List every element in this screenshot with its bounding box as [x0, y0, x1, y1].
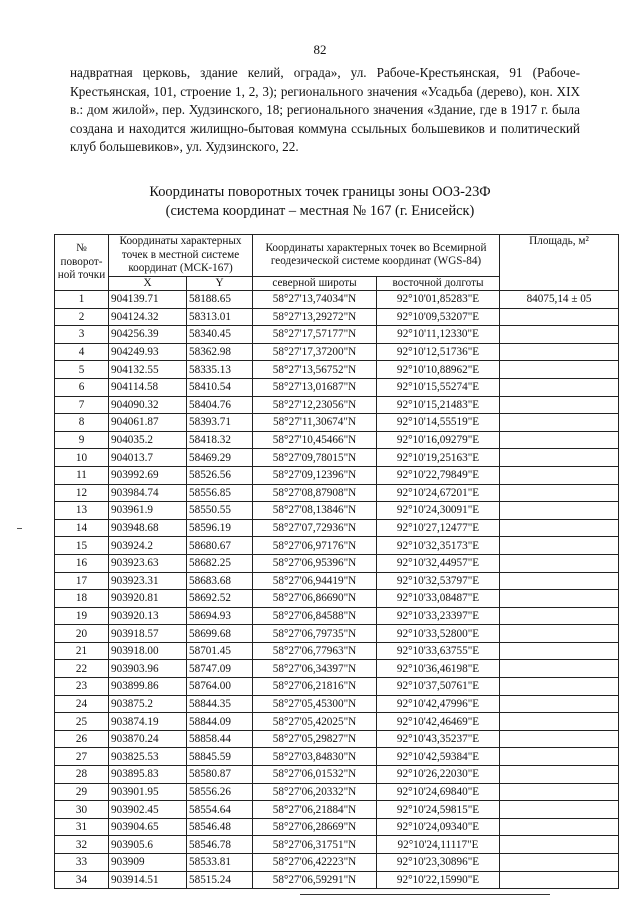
- cell-coord-y: 58844.35: [187, 695, 253, 713]
- table-row: [55, 801, 619, 819]
- cell-coord-x: 903909: [109, 854, 187, 872]
- cell-area: [500, 730, 619, 748]
- cell-coord-y: 58533.81: [187, 854, 253, 872]
- cell-latitude: 58°27'06,97176"N: [253, 537, 377, 555]
- cell-coord-x: 903924.2: [109, 537, 187, 555]
- cell-point-number: 3: [55, 326, 109, 344]
- cell-latitude: 58°27'06,79735"N: [253, 625, 377, 643]
- cell-point-number: 30: [55, 801, 109, 819]
- cell-latitude: 58°27'06,84588"N: [253, 607, 377, 625]
- cell-longitude: 92°10'12,51736"E: [377, 343, 500, 361]
- table-row: [55, 502, 619, 520]
- cell-longitude: 92°10'42,47996"E: [377, 695, 500, 713]
- cell-latitude: 58°27'07,72936"N: [253, 519, 377, 537]
- cell-area: [500, 642, 619, 660]
- cell-coord-y: 58546.48: [187, 818, 253, 836]
- header-area: Площадь, м²: [500, 235, 619, 291]
- cell-latitude: 58°27'17,57177"N: [253, 326, 377, 344]
- cell-coord-y: 58858.44: [187, 730, 253, 748]
- table-row: [55, 695, 619, 713]
- cell-latitude: 58°27'05,29827"N: [253, 730, 377, 748]
- header-wgs-coordinates: Координаты характерных точек во Всемирной геодезической системе координат (WGS-84): [253, 235, 500, 277]
- cell-coord-x: 903902.45: [109, 801, 187, 819]
- cell-longitude: 92°10'36,46198"E: [377, 660, 500, 678]
- cell-area: [500, 836, 619, 854]
- page-number: 82: [313, 42, 327, 57]
- cell-coord-x: 903923.63: [109, 554, 187, 572]
- cell-coord-x: 903961.9: [109, 502, 187, 520]
- cell-latitude: 58°27'10,45466"N: [253, 431, 377, 449]
- cell-longitude: 92°10'23,30896"E: [377, 854, 500, 872]
- cell-point-number: 29: [55, 783, 109, 801]
- cell-area: [500, 818, 619, 836]
- cell-coord-y: 58410.54: [187, 378, 253, 396]
- cell-coord-x: 903905.6: [109, 836, 187, 854]
- cell-coord-y: 58747.09: [187, 660, 253, 678]
- cell-point-number: 14: [55, 519, 109, 537]
- cell-longitude: 92°10'24,59815"E: [377, 801, 500, 819]
- cell-coord-x: 904114.58: [109, 378, 187, 396]
- cell-longitude: 92°10'14,55519"E: [377, 414, 500, 432]
- cell-latitude: 58°27'13,01687"N: [253, 378, 377, 396]
- cell-longitude: 92°10'37,50761"E: [377, 678, 500, 696]
- cell-area: [500, 537, 619, 555]
- cell-point-number: 26: [55, 730, 109, 748]
- cell-longitude: 92°10'33,63755"E: [377, 642, 500, 660]
- cell-point-number: 16: [55, 554, 109, 572]
- cell-longitude: 92°10'15,21483"E: [377, 396, 500, 414]
- cell-area: [500, 378, 619, 396]
- cell-coord-y: 58845.59: [187, 748, 253, 766]
- cell-area: [500, 502, 619, 520]
- cell-latitude: 58°27'03,84830"N: [253, 748, 377, 766]
- cell-area: 84075,14 ± 05: [500, 291, 619, 309]
- cell-coord-y: 58692.52: [187, 590, 253, 608]
- cell-latitude: 58°27'17,37200"N: [253, 343, 377, 361]
- cell-coord-y: 58526.56: [187, 466, 253, 484]
- cell-area: [500, 466, 619, 484]
- cell-area: [500, 783, 619, 801]
- table-row: [55, 537, 619, 555]
- table-row: [55, 590, 619, 608]
- cell-area: [500, 396, 619, 414]
- cell-area: [500, 431, 619, 449]
- cell-latitude: 58°27'09,78015"N: [253, 449, 377, 467]
- cell-latitude: 58°27'06,21816"N: [253, 678, 377, 696]
- cell-area: [500, 572, 619, 590]
- cell-area: [500, 607, 619, 625]
- cell-longitude: 92°10'22,79849"E: [377, 466, 500, 484]
- cell-area: [500, 590, 619, 608]
- table-row: [55, 572, 619, 590]
- cell-longitude: 92°10'33,52800"E: [377, 625, 500, 643]
- cell-longitude: 92°10'24,67201"E: [377, 484, 500, 502]
- cell-coord-x: 903825.53: [109, 748, 187, 766]
- cell-area: [500, 678, 619, 696]
- header-point-number: № поворот-ной точки: [55, 235, 109, 291]
- cell-area: [500, 519, 619, 537]
- cell-area: [500, 871, 619, 889]
- cell-coord-y: 58404.76: [187, 396, 253, 414]
- cell-latitude: 58°27'06,86690"N: [253, 590, 377, 608]
- cell-coord-y: 58844.09: [187, 713, 253, 731]
- table-row: [55, 783, 619, 801]
- cell-area: [500, 801, 619, 819]
- table-row: [55, 466, 619, 484]
- cell-point-number: 6: [55, 378, 109, 396]
- cell-coord-x: 904139.71: [109, 291, 187, 309]
- cell-longitude: 92°10'15,55274"E: [377, 378, 500, 396]
- cell-coord-y: 58546.78: [187, 836, 253, 854]
- cell-area: [500, 308, 619, 326]
- table-row: [55, 308, 619, 326]
- table-row: [55, 766, 619, 784]
- cell-coord-x: 904249.93: [109, 343, 187, 361]
- cell-coord-y: 58554.64: [187, 801, 253, 819]
- cell-coord-x: 904090.32: [109, 396, 187, 414]
- table-row: [55, 326, 619, 344]
- cell-area: [500, 766, 619, 784]
- header-local-coordinates: Координаты характерных точек в местной системе координат (МСК-167): [109, 235, 253, 277]
- cell-latitude: 58°27'06,20332"N: [253, 783, 377, 801]
- table-row: [55, 642, 619, 660]
- cell-coord-x: 903984.74: [109, 484, 187, 502]
- cell-coord-x: 904061.87: [109, 414, 187, 432]
- table-row: [55, 396, 619, 414]
- table-row: [55, 519, 619, 537]
- cell-coord-x: 903895.83: [109, 766, 187, 784]
- table-row: [55, 378, 619, 396]
- cell-coord-y: 58694.93: [187, 607, 253, 625]
- cell-area: [500, 854, 619, 872]
- cell-latitude: 58°27'06,59291"N: [253, 871, 377, 889]
- cell-area: [500, 713, 619, 731]
- cell-point-number: 20: [55, 625, 109, 643]
- cell-coord-x: 903903.96: [109, 660, 187, 678]
- cell-coord-y: 58556.26: [187, 783, 253, 801]
- cell-area: [500, 361, 619, 379]
- cell-latitude: 58°27'08,87908"N: [253, 484, 377, 502]
- cell-coord-y: 58683.68: [187, 572, 253, 590]
- cell-point-number: 15: [55, 537, 109, 555]
- cell-area: [500, 695, 619, 713]
- table-row: [55, 431, 619, 449]
- cell-point-number: 31: [55, 818, 109, 836]
- cell-point-number: 17: [55, 572, 109, 590]
- cell-point-number: 25: [55, 713, 109, 731]
- cell-point-number: 19: [55, 607, 109, 625]
- cell-latitude: 58°27'05,42025"N: [253, 713, 377, 731]
- cell-latitude: 58°27'06,94419"N: [253, 572, 377, 590]
- table-row: [55, 449, 619, 467]
- table-row: [55, 607, 619, 625]
- cell-latitude: 58°27'05,45300"N: [253, 695, 377, 713]
- margin-mark: [17, 528, 22, 529]
- cell-coord-x: 904256.39: [109, 326, 187, 344]
- table-row: [55, 660, 619, 678]
- table-row: [55, 291, 619, 309]
- cell-longitude: 92°10'22,15990"E: [377, 871, 500, 889]
- cell-coord-y: 58764.00: [187, 678, 253, 696]
- cell-coord-x: 903992.69: [109, 466, 187, 484]
- cell-coord-y: 58680.67: [187, 537, 253, 555]
- cell-coord-x: 903920.81: [109, 590, 187, 608]
- table-row: [55, 414, 619, 432]
- cell-latitude: 58°27'06,77963"N: [253, 642, 377, 660]
- cell-coord-x: 903948.68: [109, 519, 187, 537]
- cell-latitude: 58°27'06,21884"N: [253, 801, 377, 819]
- cell-latitude: 58°27'09,12396"N: [253, 466, 377, 484]
- cell-latitude: 58°27'06,31751"N: [253, 836, 377, 854]
- cell-point-number: 33: [55, 854, 109, 872]
- cell-latitude: 58°27'06,95396"N: [253, 554, 377, 572]
- cell-coord-y: 58556.85: [187, 484, 253, 502]
- table-row: [55, 818, 619, 836]
- cell-coord-x: 904124.32: [109, 308, 187, 326]
- cell-longitude: 92°10'16,09279"E: [377, 431, 500, 449]
- cell-longitude: 92°10'33,23397"E: [377, 607, 500, 625]
- cell-coord-x: 904013.7: [109, 449, 187, 467]
- cell-point-number: 27: [55, 748, 109, 766]
- cell-longitude: 92°10'10,88962"E: [377, 361, 500, 379]
- cell-coord-x: 904035.2: [109, 431, 187, 449]
- cell-coord-x: 903918.00: [109, 642, 187, 660]
- cell-point-number: 12: [55, 484, 109, 502]
- cell-coord-x: 903875.2: [109, 695, 187, 713]
- cell-point-number: 8: [55, 414, 109, 432]
- header-longitude: восточной долготы: [377, 276, 500, 291]
- table-row: [55, 554, 619, 572]
- cell-latitude: 58°27'12,23056"N: [253, 396, 377, 414]
- cell-point-number: 13: [55, 502, 109, 520]
- cell-coord-y: 58596.19: [187, 519, 253, 537]
- table-row: [55, 625, 619, 643]
- cell-point-number: 23: [55, 678, 109, 696]
- cell-longitude: 92°10'43,35237"E: [377, 730, 500, 748]
- table-row: [55, 713, 619, 731]
- table-row: [55, 361, 619, 379]
- cell-area: [500, 414, 619, 432]
- cell-latitude: 58°27'06,28669"N: [253, 818, 377, 836]
- cell-point-number: 2: [55, 308, 109, 326]
- cell-latitude: 58°27'08,13846"N: [253, 502, 377, 520]
- cell-area: [500, 449, 619, 467]
- cell-longitude: 92°10'27,12477"E: [377, 519, 500, 537]
- cell-longitude: 92°10'32,44957"E: [377, 554, 500, 572]
- cell-area: [500, 484, 619, 502]
- cell-latitude: 58°27'06,34397"N: [253, 660, 377, 678]
- cell-coord-x: 903923.31: [109, 572, 187, 590]
- cell-area: [500, 326, 619, 344]
- table-row: [55, 730, 619, 748]
- table-row: [55, 343, 619, 361]
- header-x: X: [109, 276, 187, 291]
- cell-coord-x: 903904.65: [109, 818, 187, 836]
- cell-longitude: 92°10'19,25163"E: [377, 449, 500, 467]
- table-row: [55, 678, 619, 696]
- cell-coord-y: 58188.65: [187, 291, 253, 309]
- cell-longitude: 92°10'24,09340"E: [377, 818, 500, 836]
- cell-coord-y: 58313.01: [187, 308, 253, 326]
- cell-latitude: 58°27'13,29272"N: [253, 308, 377, 326]
- cell-longitude: 92°10'11,12330"E: [377, 326, 500, 344]
- cell-latitude: 58°27'06,01532"N: [253, 766, 377, 784]
- cell-area: [500, 748, 619, 766]
- cell-point-number: 5: [55, 361, 109, 379]
- table-row: [55, 484, 619, 502]
- cell-coord-x: 904132.55: [109, 361, 187, 379]
- cell-point-number: 11: [55, 466, 109, 484]
- cell-longitude: 92°10'26,22030"E: [377, 766, 500, 784]
- footer-rule: [300, 894, 550, 895]
- cell-coord-y: 58362.98: [187, 343, 253, 361]
- cell-longitude: 92°10'09,53207"E: [377, 308, 500, 326]
- cell-point-number: 7: [55, 396, 109, 414]
- cell-coord-y: 58515.24: [187, 871, 253, 889]
- cell-point-number: 32: [55, 836, 109, 854]
- cell-point-number: 4: [55, 343, 109, 361]
- cell-longitude: 92°10'32,53797"E: [377, 572, 500, 590]
- cell-point-number: 22: [55, 660, 109, 678]
- cell-coord-y: 58335.13: [187, 361, 253, 379]
- cell-latitude: 58°27'06,42223"N: [253, 854, 377, 872]
- cell-coord-y: 58699.68: [187, 625, 253, 643]
- cell-coord-y: 58418.32: [187, 431, 253, 449]
- cell-point-number: 28: [55, 766, 109, 784]
- table-row: [55, 854, 619, 872]
- cell-point-number: 10: [55, 449, 109, 467]
- table-row: [55, 871, 619, 889]
- cell-coord-y: 58393.71: [187, 414, 253, 432]
- cell-point-number: 9: [55, 431, 109, 449]
- table-caption-subtitle: (система координат – местная № 167 (г. Енисейск): [165, 203, 475, 219]
- table-row: [55, 748, 619, 766]
- cell-longitude: 92°10'42,59384"E: [377, 748, 500, 766]
- cell-latitude: 58°27'13,74034"N: [253, 291, 377, 309]
- cell-point-number: 24: [55, 695, 109, 713]
- cell-coord-x: 903914.51: [109, 871, 187, 889]
- cell-point-number: 34: [55, 871, 109, 889]
- table-body: [55, 291, 619, 889]
- coordinates-table: [54, 234, 619, 889]
- cell-longitude: 92°10'24,69840"E: [377, 783, 500, 801]
- header-y: Y: [187, 276, 253, 291]
- cell-latitude: 58°27'11,30674"N: [253, 414, 377, 432]
- cell-longitude: 92°10'24,11117"E: [377, 836, 500, 854]
- cell-longitude: 92°10'42,46469"E: [377, 713, 500, 731]
- header-latitude: северной широты: [253, 276, 377, 291]
- cell-coord-y: 58469.29: [187, 449, 253, 467]
- intro-paragraph: надвратная церковь, здание келий, ограда», ул. Рабоче-Крестьянская, 91 (Рабоче-Крестьянская, 101, строение 1, 2, 3); регионального значения «Усадьба (дерево), кон. XIX в.: дом жилой», пер. Худзинского, 18; регионального значения «Здание, где в 1917 г. была создана и находится жилищно-бытовая коммуна ссыльных большевиков и политический клуб большевиков», ул. Худзинского, 22.: [70, 65, 580, 155]
- cell-area: [500, 660, 619, 678]
- cell-coord-y: 58682.25: [187, 554, 253, 572]
- cell-area: [500, 625, 619, 643]
- cell-coord-x: 903899.86: [109, 678, 187, 696]
- cell-longitude: 92°10'01,85283"E: [377, 291, 500, 309]
- cell-area: [500, 554, 619, 572]
- cell-area: [500, 343, 619, 361]
- cell-latitude: 58°27'13,56752"N: [253, 361, 377, 379]
- cell-longitude: 92°10'33,08487"E: [377, 590, 500, 608]
- cell-coord-y: 58580.87: [187, 766, 253, 784]
- cell-longitude: 92°10'24,30091"E: [377, 502, 500, 520]
- cell-point-number: 21: [55, 642, 109, 660]
- cell-point-number: 18: [55, 590, 109, 608]
- table-caption-title: Координаты поворотных точек границы зоны ООЗ-23Ф: [149, 184, 491, 200]
- cell-coord-x: 903870.24: [109, 730, 187, 748]
- cell-coord-x: 903901.95: [109, 783, 187, 801]
- cell-point-number: 1: [55, 291, 109, 309]
- cell-coord-y: 58550.55: [187, 502, 253, 520]
- cell-coord-x: 903918.57: [109, 625, 187, 643]
- table-row: [55, 836, 619, 854]
- cell-coord-x: 903874.19: [109, 713, 187, 731]
- cell-coord-x: 903920.13: [109, 607, 187, 625]
- cell-longitude: 92°10'32,35173"E: [377, 537, 500, 555]
- cell-coord-y: 58701.45: [187, 642, 253, 660]
- cell-coord-y: 58340.45: [187, 326, 253, 344]
